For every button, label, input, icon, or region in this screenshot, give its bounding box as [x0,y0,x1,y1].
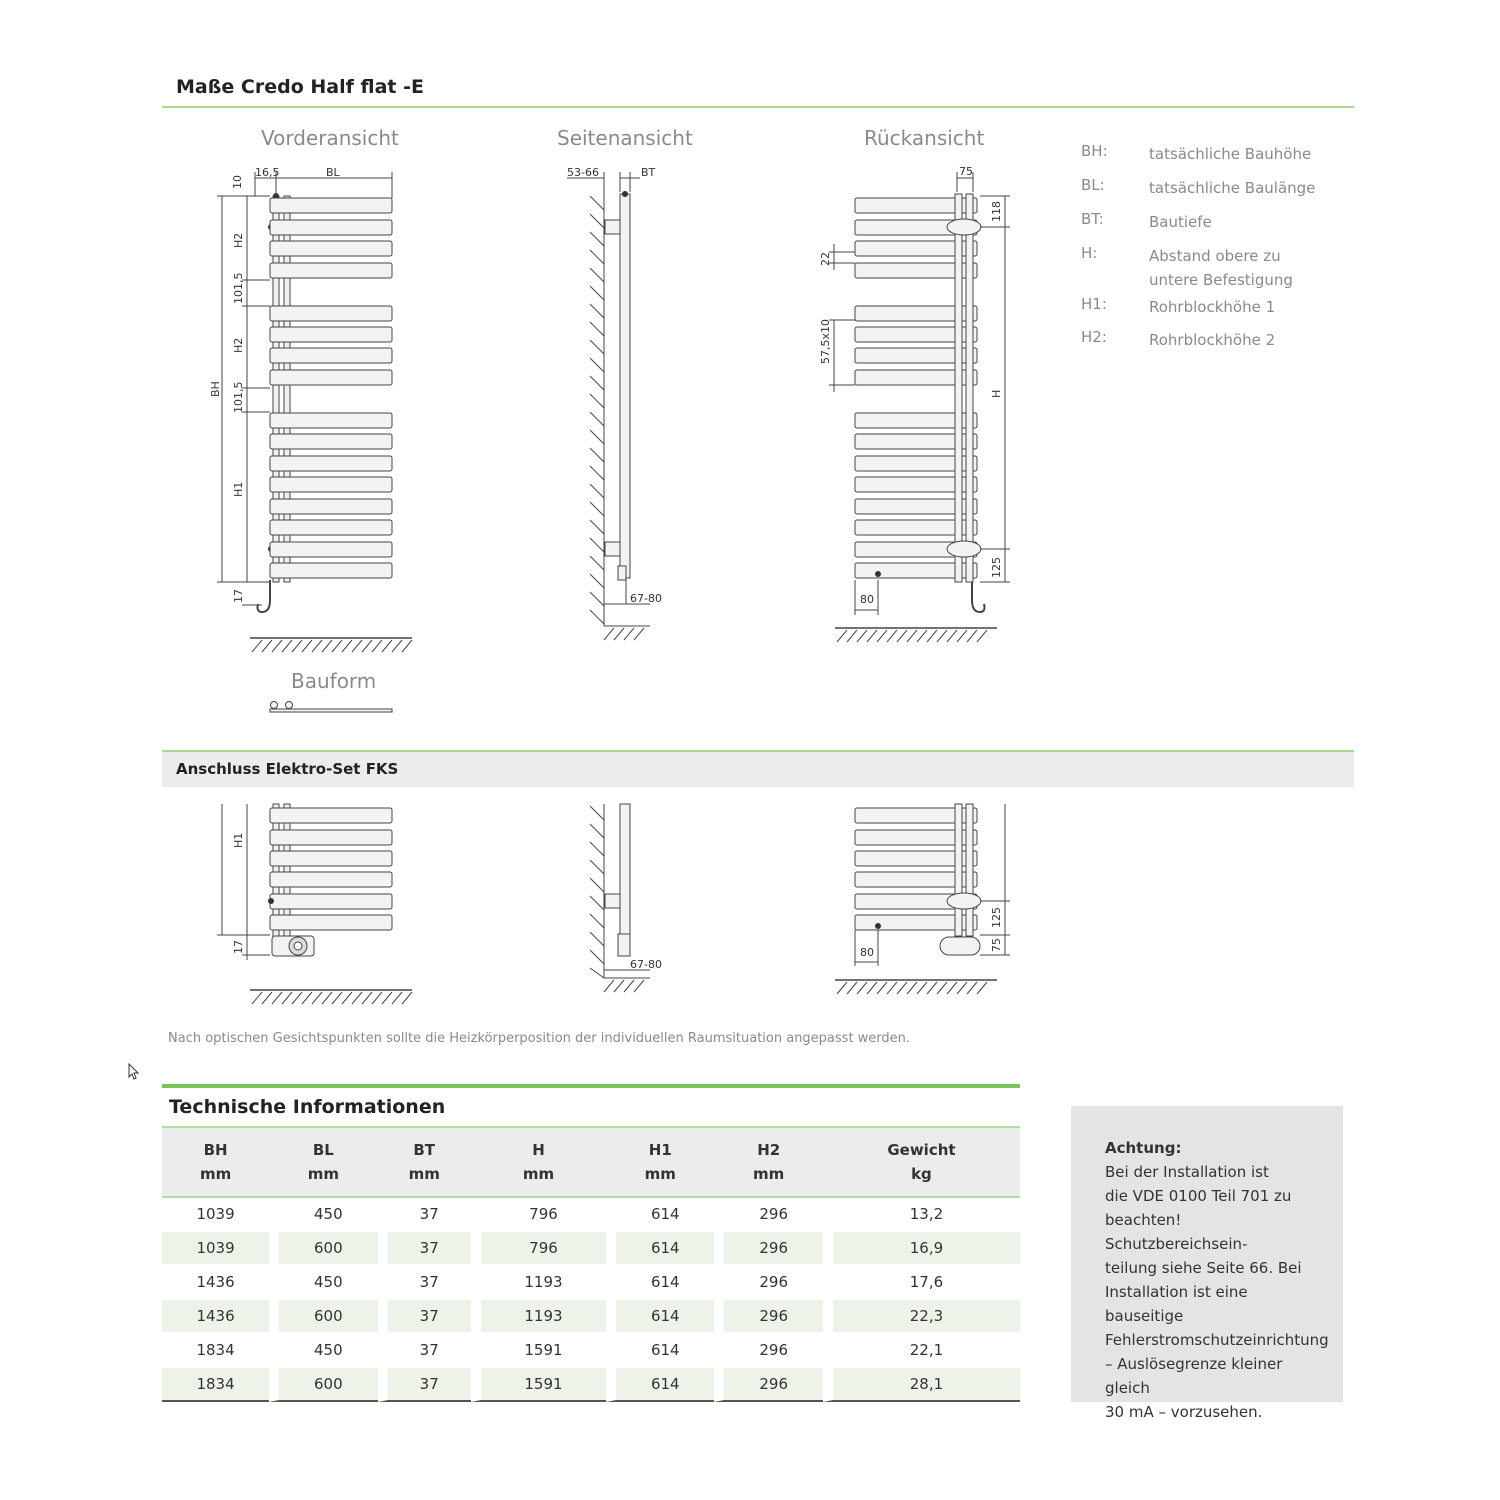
legend-value: Bautiefe [1149,213,1212,231]
dim-label-80: 80 [860,593,874,606]
dim-label-10: 10 [231,175,244,189]
dim-label-75-electric: 75 [990,938,1003,952]
table-row [162,1232,1020,1266]
dim-label-53-66: 53-66 [567,166,599,179]
back-view-drawing [815,160,1015,650]
table-cell: 614 [606,1334,714,1368]
table-cell: 600 [269,1300,377,1334]
dim-label-75: 75 [959,165,973,178]
table-cell: 1039 [162,1198,269,1232]
table-row [162,1368,1020,1402]
col-name: BT [413,1141,436,1159]
col-header-h1 [606,1128,714,1198]
table-cell: 296 [714,1232,822,1266]
table-cell: 17,6 [823,1266,1020,1300]
front-view-drawing [200,160,430,660]
dim-label-118: 118 [990,201,1003,222]
dim-label-bl: BL [326,166,340,179]
dim-label-gap-top: 101,5 [232,272,245,304]
electric-back-drawing [815,800,1015,1000]
table-cell: 296 [714,1198,822,1232]
table-cell: 600 [269,1232,377,1266]
warning-note-title: Achtung: [1105,1139,1182,1157]
table-cell: 450 [269,1198,377,1232]
table-cell: 1834 [162,1368,269,1402]
legend-key: BL: [1081,176,1105,194]
dim-label-67-80-electric: 67-80 [630,958,662,971]
col-unit: mm [408,1165,440,1183]
table-cell: 1436 [162,1300,269,1334]
table-cell: 37 [378,1198,471,1232]
col-name: H2 [757,1141,781,1159]
shape-view-title: Bauform [291,669,377,693]
legend-key: H: [1081,244,1098,262]
table-cell: 600 [269,1368,377,1402]
col-unit: mm [199,1165,232,1183]
dim-label-22: 22 [819,252,832,266]
dim-label-h: H [990,389,1003,398]
electric-side-drawing [580,800,670,1000]
section-title-electric: Anschluss Elektro-Set FKS [176,760,399,778]
table-cell: 1193 [471,1266,606,1300]
dim-label-80-electric: 80 [860,946,874,959]
table-row [162,1334,1020,1368]
legend-value: tatsächliche Bauhöhe [1149,145,1312,163]
col-header-h2 [714,1128,822,1198]
table-cell: 16,9 [823,1232,1020,1266]
col-header-bl [269,1128,377,1198]
legend-key: BH: [1081,142,1108,160]
dim-label-h2-top: H2 [232,232,245,248]
col-header-h [471,1128,606,1198]
table-row [162,1300,1020,1334]
legend-key: H2: [1081,328,1107,346]
table-cell: 614 [606,1198,714,1232]
legend-value: Abstand obere zu untere Befestigung [1149,247,1293,289]
col-header-bt [378,1128,471,1198]
col-header-weight [823,1128,1020,1198]
section-title-dimensions: Maße Credo Half flat -E [176,76,424,98]
table-cell: 450 [269,1334,377,1368]
col-name: Gewicht [887,1141,956,1159]
dim-label-bh: BH [209,381,222,397]
table-cell: 1039 [162,1232,269,1266]
dim-label-gap-mid: 101,5 [232,381,245,413]
col-unit: mm [522,1165,555,1183]
col-unit: mm [307,1165,339,1183]
dim-label-125: 125 [990,557,1003,578]
legend-value: tatsächliche Baulänge [1149,179,1316,197]
legend-value: Rohrblockhöhe 2 [1149,331,1276,349]
dim-label-h1: H1 [232,481,245,497]
table-cell: 296 [714,1300,822,1334]
electric-front-drawing [200,800,430,1010]
table-cell: 37 [378,1300,471,1334]
dim-label-h1-electric: H1 [232,832,245,848]
table-cell: 296 [714,1334,822,1368]
warning-note-box [1071,1106,1343,1421]
side-view-title: Seitenansicht [557,126,693,150]
table-row [162,1198,1020,1232]
dim-label-125-electric: 125 [990,907,1003,928]
table-cell: 796 [471,1232,606,1266]
table-cell: 22,1 [823,1334,1020,1368]
col-unit: mm [644,1165,676,1183]
shape-drawing [265,697,400,717]
table-cell: 37 [378,1334,471,1368]
col-name: BH [203,1141,228,1159]
mouse-cursor-icon [128,1063,140,1081]
dim-label-57-5x10: 57,5x10 [819,319,832,364]
dim-label-17-electric: 17 [232,940,245,954]
table-cell: 28,1 [823,1368,1020,1402]
table-cell: 450 [269,1266,377,1300]
warning-note-body: Bei der Installation ist die VDE 0100 Teil 701 zu beachten! Schutzbereichsein- teilung siehe Seite 66. Bei Installation ist eine bauseitige Fehlerstromschutzeinrichtung – Auslösegrenze kleiner gleich 30 mA – vorzusehen. [1105,1163,1329,1421]
legend-key: H1: [1081,295,1107,313]
table-cell: 796 [471,1198,606,1232]
front-view-title: Vorderansicht [261,126,399,150]
table-cell: 37 [378,1368,471,1402]
table-cell: 1591 [471,1334,606,1368]
col-name: H1 [648,1141,672,1159]
col-name: H [532,1141,545,1159]
table-cell: 614 [606,1368,714,1402]
legend-key: BT: [1081,210,1104,228]
dim-label-17: 17 [232,589,245,603]
table-cell: 614 [606,1300,714,1334]
tech-table [162,1128,1020,1402]
table-cell: 37 [378,1266,471,1300]
tech-top-rule [162,1084,1020,1088]
table-row [162,1266,1020,1300]
legend-value: Rohrblockhöhe 1 [1149,298,1276,316]
col-unit: mm [753,1165,785,1183]
side-view-drawing [560,160,670,650]
table-cell: 1193 [471,1300,606,1334]
dim-label-h2-mid: H2 [232,337,245,353]
dim-label-67-80: 67-80 [630,592,662,605]
table-cell: 1834 [162,1334,269,1368]
tech-title: Technische Informationen [169,1096,446,1118]
table-cell: 22,3 [823,1300,1020,1334]
back-view-title: Rückansicht [864,126,985,150]
dim-label-bt: BT [641,166,656,179]
table-cell: 37 [378,1232,471,1266]
table-cell: 13,2 [823,1198,1020,1232]
table-cell: 614 [606,1266,714,1300]
col-header-bh [162,1128,269,1198]
table-cell: 614 [606,1232,714,1266]
col-name: BL [312,1141,334,1159]
positioning-note: Nach optischen Gesichtspunkten sollte die Heizkörperposition der individuellen Raumsituation angepasst werden. [168,1031,911,1046]
table-cell: 296 [714,1368,822,1402]
table-cell: 1436 [162,1266,269,1300]
dim-label-16-5: 16,5 [255,166,280,179]
table-cell: 296 [714,1266,822,1300]
col-unit: kg [911,1165,932,1183]
section-divider [162,106,1354,108]
table-cell: 1591 [471,1368,606,1402]
